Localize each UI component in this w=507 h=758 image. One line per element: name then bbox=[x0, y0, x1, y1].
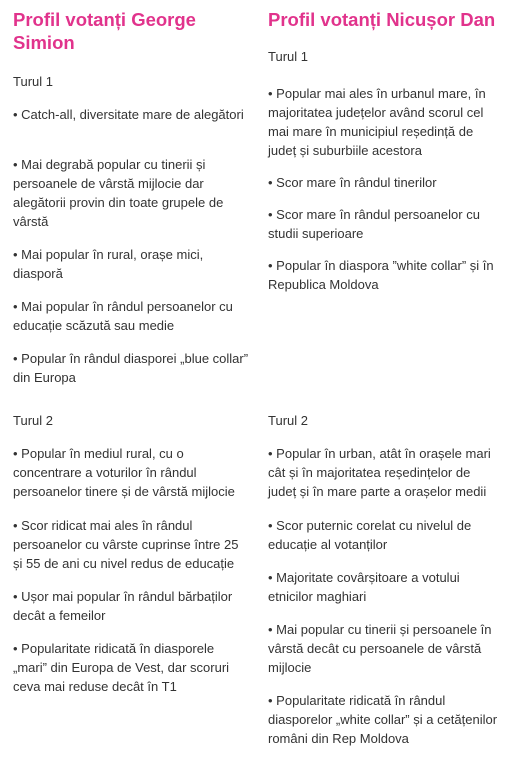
left-round2-item-3: • Ușor mai popular în rândul bărbaților decât a femeilor bbox=[13, 589, 233, 623]
right-round1-item-2: • Scor mare în rândul tinerilor bbox=[268, 175, 437, 190]
right-title: Profil votanți Nicușor Dan bbox=[268, 9, 496, 30]
left-round1-item-5: • Popular în rândul diasporei „blue collar” din Europa bbox=[13, 351, 249, 385]
left-round1-item-1: • Catch-all, diversitate mare de alegători bbox=[13, 107, 244, 122]
left-round1-item-3: • Mai popular în rural, orașe mici, diasporă bbox=[13, 247, 204, 281]
right-round1-section bbox=[268, 47, 498, 307]
left-round2-item-1: • Popular în mediul rural, cu o concentrare a voturilor în rândul persoanelor tinere și de vârstă mijlocie bbox=[13, 446, 235, 499]
right-round2-item-2: • Scor puternic corelat cu nivelul de educație al votanților bbox=[268, 518, 472, 552]
left-round2-item-2: • Scor ridicat mai ales în rândul persoanelor cu vârste cuprinse între 25 și 55 de ani cu nivel redus de educație bbox=[13, 518, 239, 571]
left-round2-label: Turul 2 bbox=[13, 413, 53, 428]
right-round2-item-1: • Popular în urban, atât în orașele mari cât și în majoritatea reședințelor de județ și în mare parte a orașelor medii bbox=[268, 446, 491, 499]
right-round2-item-3: • Majoritate covârșitoare a votului etnicilor maghiari bbox=[268, 570, 460, 604]
left-round2-section bbox=[13, 411, 251, 711]
left-round1-item-2: • Mai degrabă popular cu tinerii și persoanele de vârstă mijlocie dar alegătorii provin din toate grupele de vârstă bbox=[13, 157, 224, 229]
right-round2-label: Turul 2 bbox=[268, 413, 308, 428]
left-round1-item-4: • Mai popular în rândul persoanelor cu educație scăzută sau medie bbox=[13, 299, 233, 333]
left-round1-section bbox=[13, 72, 251, 392]
right-round1-item-3: • Scor mare în rândul persoanelor cu studii superioare bbox=[268, 207, 480, 241]
right-round1-label: Turul 1 bbox=[268, 49, 308, 64]
right-round1-item-1: • Popular mai ales în urbanul mare, în majoritatea județelor având scorul cel mai mare în municipiul reședință de județ și suburbiile acestora bbox=[268, 86, 486, 158]
right-round2-item-5: • Popularitate ridicată în rândul diasporelor „white collar” și a cetățenilor români din Rep Moldova bbox=[268, 693, 498, 746]
right-round2-item-4: • Mai popular cu tinerii și persoanele în vârstă decât cu persoanele de vârstă mijlocie bbox=[268, 622, 492, 675]
left-title: Profil votanți George Simion bbox=[13, 9, 196, 53]
right-round1-item-4: • Popular în diaspora ”white collar” și în Republica Moldova bbox=[268, 258, 494, 292]
right-round2-section bbox=[268, 411, 498, 751]
left-round1-label: Turul 1 bbox=[13, 74, 53, 89]
left-round2-item-4: • Popularitate ridicată în diasporele „mari” din Europa de Vest, dar scoruri ceva mai reduse decât în T1 bbox=[13, 641, 230, 694]
